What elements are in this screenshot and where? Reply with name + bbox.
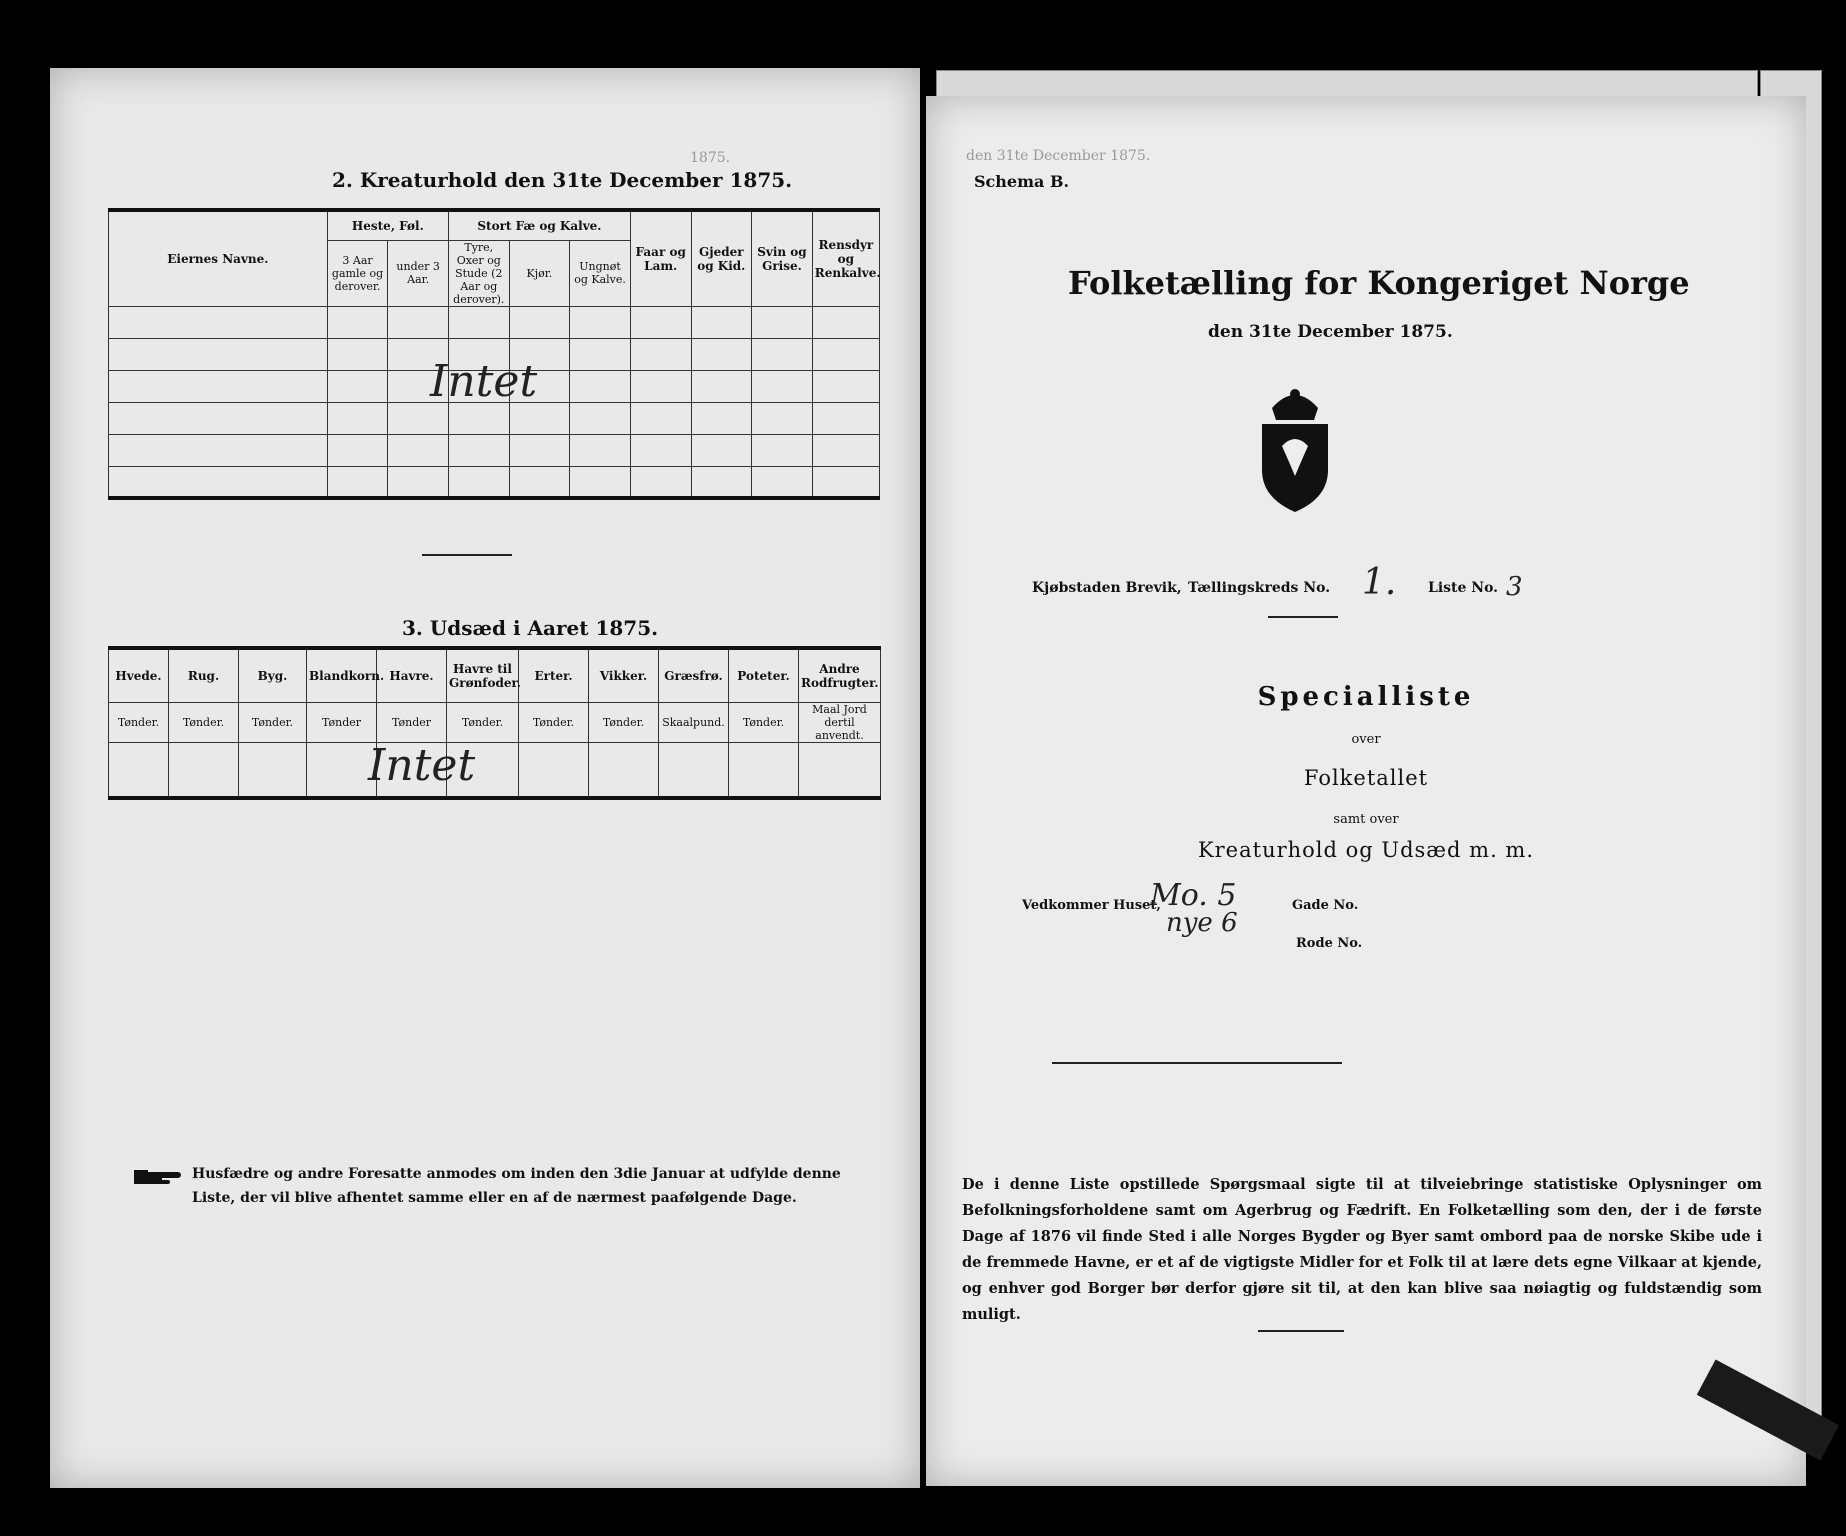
table-row — [109, 434, 880, 466]
sowing-col-unit: Tønder — [307, 702, 377, 742]
section3-title: 3. Udsæd i Aaret 1875. — [402, 616, 659, 640]
sowing-col-header: Havre til Grønfoder. — [447, 648, 519, 702]
sowing-col-header: Havre. — [377, 648, 447, 702]
sowing-col-header: Hvede. — [109, 648, 169, 702]
huset-hand-2: nye 6 — [1166, 908, 1238, 938]
sowing-col-header: Poteter. — [729, 648, 799, 702]
sowing-col-header: Rug. — [169, 648, 239, 702]
schema-label: Schema B. — [974, 172, 1070, 191]
sowing-header-row — [109, 648, 881, 702]
specialliste-heading: Specialliste — [1257, 682, 1475, 712]
col-faar: Faar og Lam. — [630, 210, 691, 306]
divider — [422, 554, 512, 556]
rode-label: Rode No. — [1296, 936, 1363, 951]
col-rensdyr: Rensdyr og Renkalve. — [812, 210, 879, 306]
huset-hand-1: Mo. 5 — [1150, 878, 1237, 913]
document-subtitle: den 31te December 1875. — [1208, 322, 1453, 342]
col-fae-cows: Kjør. — [509, 240, 570, 306]
sowing-col-header: Erter. — [519, 648, 589, 702]
table-row — [109, 306, 880, 338]
left-page — [50, 68, 920, 1488]
bleed-through-text: 1875. — [690, 150, 731, 166]
col-fae-oxen: Tyre, Oxer og Stude (2 Aar og derover). — [448, 240, 509, 306]
sowing-col-unit: Maal Jord dertil anvendt. — [799, 702, 881, 742]
folketallet-text: Folketallet — [1303, 766, 1429, 790]
sowing-col-unit: Skaalpund. — [659, 702, 729, 742]
sowing-col-unit: Tønder. — [519, 702, 589, 742]
location-label: Kjøbstaden Brevik, — [1032, 580, 1182, 596]
sowing-table — [108, 646, 881, 800]
kreds-value: 1. — [1362, 562, 1397, 603]
col-heste: Heste, Føl. — [327, 210, 448, 240]
section2-title: 2. Kreaturhold den 31te December 1875. — [332, 168, 793, 192]
divider — [1268, 616, 1338, 618]
divider — [1052, 1062, 1342, 1064]
kreds-label: Tællingskreds No. — [1188, 580, 1331, 596]
sowing-col-unit: Tønder. — [729, 702, 799, 742]
pointing-hand-icon — [132, 1164, 184, 1194]
kreaturhold-text: Kreaturhold og Udsæd m. m. — [1197, 838, 1535, 862]
sowing-col-header: Vikker. — [589, 648, 659, 702]
table-row — [109, 466, 880, 498]
document-title: Folketælling for Kongeriget Norge — [1068, 264, 1690, 302]
over-text: over — [1351, 732, 1381, 747]
col-heste-old: 3 Aar gamle og derover. — [327, 240, 388, 306]
gade-label: Gade No. — [1292, 898, 1359, 913]
col-fae: Stort Fæ og Kalve. — [448, 210, 630, 240]
sowing-col-unit: Tønder. — [589, 702, 659, 742]
huset-label: Vedkommer Huset, — [1022, 898, 1161, 913]
col-owner: Eiernes Navne. — [109, 210, 328, 306]
col-gjeder: Gjeder og Kid. — [691, 210, 752, 306]
sowing-col-unit: Tønder. — [447, 702, 519, 742]
livestock-table — [108, 208, 880, 500]
sowing-col-unit: Tønder. — [169, 702, 239, 742]
coat-of-arms-icon — [1252, 388, 1338, 518]
liste-value: 3 — [1506, 572, 1523, 602]
divider — [1258, 1330, 1344, 1332]
sowing-col-unit: Tønder. — [239, 702, 307, 742]
samt-over-text: samt over — [1333, 812, 1399, 827]
sowing-col-header: Byg. — [239, 648, 307, 702]
sowing-col-header: Græsfrø. — [659, 648, 729, 702]
col-svin: Svin og Grise. — [752, 210, 813, 306]
sowing-col-header: Blandkorn. — [307, 648, 377, 702]
handwritten-intet: Intet — [368, 740, 476, 791]
right-page — [926, 96, 1806, 1486]
col-heste-young: under 3 Aar. — [388, 240, 449, 306]
sowing-col-unit: Tønder — [377, 702, 447, 742]
col-fae-calves: Ungnøt og Kalve. — [570, 240, 631, 306]
liste-label: Liste No. — [1428, 580, 1499, 596]
sowing-col-unit: Tønder. — [109, 702, 169, 742]
handwritten-intet: Intet — [430, 356, 538, 407]
bleed-through-text: den 31te December 1875. — [966, 148, 1151, 164]
sowing-unit-row — [109, 702, 881, 742]
table-row — [109, 742, 881, 798]
explanatory-paragraph: De i denne Liste opstillede Spørgsmaal sigte til at tilveiebringe statistiske Oplysninger om Befolkningsforholdene samt om Agerbrug og Fædrift. En Folketælling som den, der i de første Dage af 1876 vil finde Sted i alle Norges Bygder og Byer samt ombord paa de norske Skibe ude i de fremmede Havne, er et af de vigtigste Midler for et Folk til at lære dets egne Vilkaar at kjende, og enhver god Borger bør derfor gjøre sit til, at den kan blive saa nøiagtig og fuldstændig som muligt. — [962, 1176, 1762, 1323]
notice-text: Husfædre og andre Foresatte anmodes om inden den 3die Januar at udfylde denne Liste, der vil blive afhentet samme eller en af de nærmest paafølgende Dage. — [192, 1166, 841, 1206]
sowing-col-header: Andre Rodfrugter. — [799, 648, 881, 702]
